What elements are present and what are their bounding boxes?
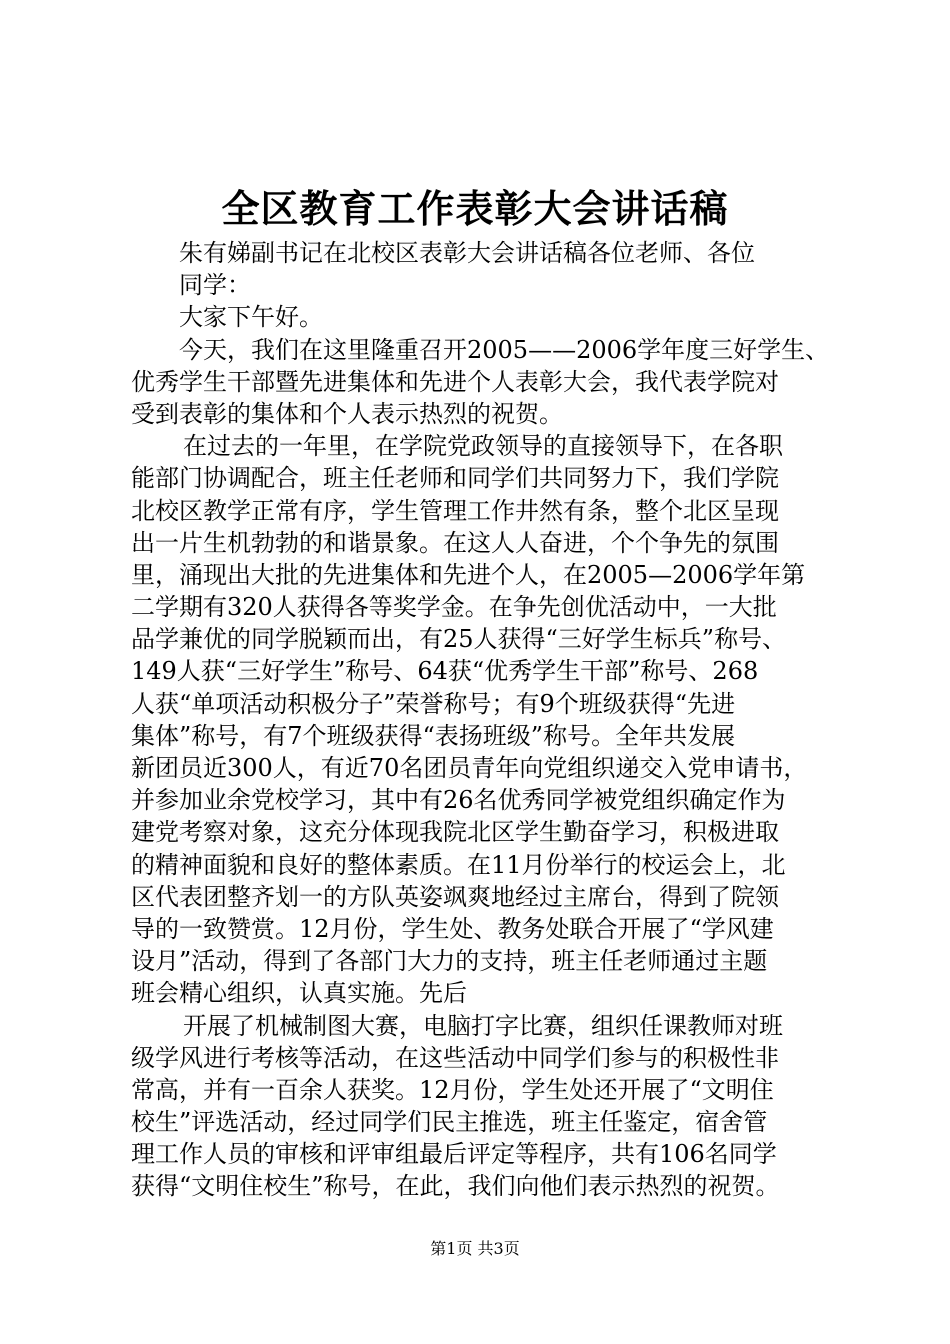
body-line: 理工作人员的审核和评审组最后评定等程序，共有106名同学	[131, 1140, 777, 1169]
body-line: 的精神面貌和良好的整体素质。在11月份举行的校运会上，北	[131, 850, 786, 879]
document-body	[131, 237, 830, 1203]
page-footer: 第1页 共3页	[430, 1239, 520, 1258]
body-line: 级学风进行考核等活动，在这些活动中同学们参与的积极性非	[131, 1043, 779, 1072]
body-line: 今天，我们在这里隆重召开2005——2006学年度三好学生、	[179, 335, 830, 364]
body-line: 集体”称号，有7个班级获得“表扬班级”称号。全年共发展	[131, 721, 736, 750]
body-line: 149人获“三好学生”称号、64获“优秀学生干部”称号、268	[131, 657, 759, 686]
body-line: 建党考察对象，这充分体现我院北区学生勤奋学习，积极进取	[131, 818, 779, 847]
body-line: 设月”活动，得到了各部门大力的支持，班主任老师通过主题	[131, 947, 768, 976]
body-line: 导的一致赞赏。12月份，学生处、教务处联合开展了“学风建	[131, 914, 774, 943]
body-line: 北校区教学正常有序，学生管理工作井然有条，整个北区呈现	[131, 496, 779, 525]
body-line: 开展了机械制图大赛，电脑打字比赛，组织任课教师对班	[183, 1011, 783, 1040]
body-line: 出一片生机勃勃的和谐景象。在这人人奋进，个个争先的氛围	[131, 528, 779, 557]
body-line: 获得“文明住校生”称号，在此，我们向他们表示热烈的祝贺。	[131, 1172, 780, 1201]
body-line: 区代表团整齐划一的方队英姿飒爽地经过主席台，得到了院领	[131, 882, 779, 911]
body-line: 大家下午好。	[179, 303, 323, 332]
body-line: 能部门协调配合，班主任老师和同学们共同努力下，我们学院	[131, 464, 779, 493]
body-line: 里，涌现出大批的先进集体和先进个人，在2005—2006学年第	[131, 560, 806, 589]
body-line: 并参加业余党校学习，其中有26名优秀同学被党组织确定作为	[131, 786, 786, 815]
body-line: 优秀学生干部暨先进集体和先进个人表彰大会，我代表学院对	[131, 367, 779, 396]
body-line: 同学：	[179, 271, 251, 300]
body-line: 新团员近300人，有近70名团员青年向党组织递交入党申请书，	[131, 754, 808, 782]
body-line: 常高，并有一百余人获奖。12月份，学生处还开展了“文明住	[131, 1075, 774, 1104]
body-line: 校生”评选活动，经过同学们民主推选，班主任鉴定，宿舍管	[131, 1108, 768, 1137]
body-line: 品学兼优的同学脱颖而出，有25人获得“三好学生标兵”称号、	[131, 625, 787, 654]
body-line: 二学期有320人获得各等奖学金。在争先创优活动中，一大批	[131, 593, 777, 622]
body-line: 朱有娣副书记在北校区表彰大会讲话稿各位老师、各位	[179, 239, 755, 267]
body-line: 人获“单项活动积极分子”荣誉称号；有9个班级获得“先进	[131, 689, 736, 718]
body-line: 班会精心组织，认真实施。先后	[131, 979, 467, 1008]
body-line: 受到表彰的集体和个人表示热烈的祝贺。	[131, 399, 563, 428]
body-line: 在过去的一年里，在学院党政领导的直接领导下，在各职	[183, 432, 783, 461]
document-title: 全区教育工作表彰大会讲话稿	[221, 186, 729, 231]
